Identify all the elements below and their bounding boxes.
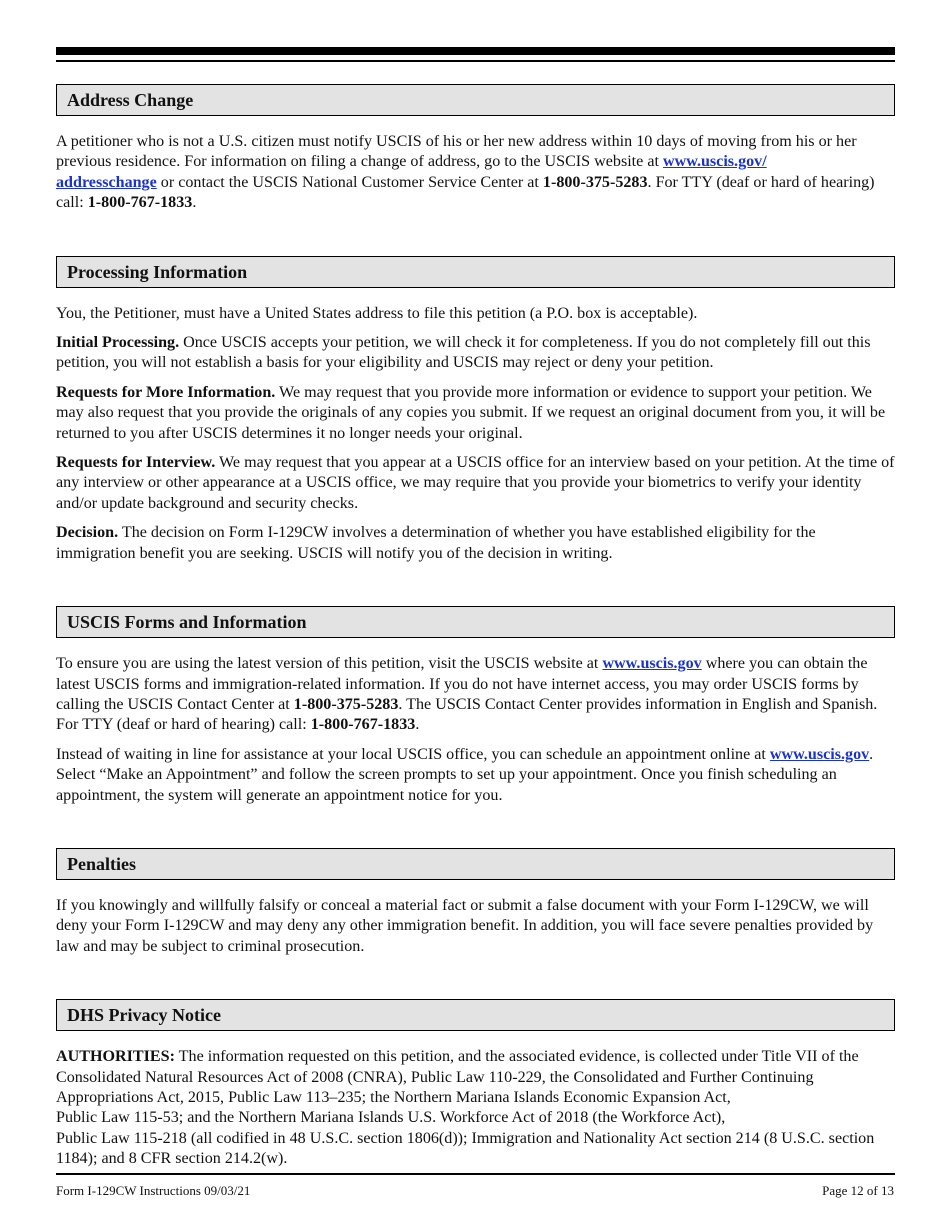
- section-header-processing: Processing Information: [56, 256, 895, 288]
- appointment-paragraph: Instead of waiting in line for assistance at your local USCIS office, you can schedule an appointment online at www.uscis.gov. Select “Make an Appointment” and follow the screen prompts to set up your appointment. Once you finish scheduling an appointment, the system will generate an appointment notice for you.: [56, 745, 874, 804]
- section-header-forms-info: USCIS Forms and Information: [56, 606, 895, 638]
- section-header-penalties: Penalties: [56, 848, 895, 880]
- requests-interview-paragraph: Requests for Interview. We may request that you appear at a USCIS office for an interview based on your petition. At the time of any interview or other appearance at a USCIS office, we may require that you provide your biometrics to verify your identity and/or update background and security checks.: [56, 454, 895, 512]
- top-rule-thick: [56, 47, 895, 55]
- section-header-privacy: DHS Privacy Notice: [56, 999, 895, 1031]
- footer-rule: [56, 1173, 895, 1175]
- footer-form-name: Form I-129CW Instructions 09/03/21: [56, 1183, 251, 1198]
- address-change-link[interactable]: www.uscis.gov/ addresschange: [56, 153, 767, 191]
- address-change-paragraph: A petitioner who is not a U.S. citizen must notify USCIS of his or her new address within 10 days of moving from his or her previous residence. For information on filing a change of address, go to the USCIS website at www.uscis.gov/ addresschange or contact the USCIS National Customer Service Center at 1-800-375-5283. For TTY (deaf or hard of hearing) call: 1-800-767-1833.: [56, 133, 875, 212]
- phone-number: 1-800-375-5283: [293, 695, 399, 713]
- penalties-paragraph: If you knowingly and willfully falsify or conceal a material fact or submit a false document with your Form I-129CW, we will deny your Form I-129CW and may deny any other immigration benefit. In addition, you will face severe penalties provided by law and may be subject to criminal prosecution.: [56, 896, 874, 955]
- uscis-website-link[interactable]: www.uscis.gov: [602, 655, 702, 673]
- decision-paragraph: Decision. The decision on Form I-129CW involves a determination of whether you have established eligibility for the immigration benefit you are seeking. USCIS will notify you of the decision in writing.: [56, 524, 816, 562]
- appointment-website-link[interactable]: www.uscis.gov: [769, 745, 870, 763]
- top-rule-thin: [56, 60, 895, 62]
- footer-page-number: Page 12 of 13: [822, 1183, 894, 1198]
- requests-more-info-paragraph: Requests for More Information. We may request that you provide more information or evidence to support your petition. We may also request that you provide the originals of any copies you submit. If we request an original document from you, it will be returned to you after USCIS determines it no longer needs your original.: [56, 383, 886, 442]
- forms-info-paragraph: To ensure you are using the latest version of this petition, visit the USCIS website at www.uscis.gov where you can obtain the latest USCIS forms and immigration-related information. If you do not have internet access, you may order USCIS forms by calling the USCIS Contact Center at 1-800-375-5283. The USCIS Contact Center provides information in English and Spanish. For TTY (deaf or hard of hearing) call: 1-800-767-1833.: [56, 655, 878, 734]
- authorities-paragraph: AUTHORITIES: The information requested on this petition, and the associated evidence, is collected under Title VII of the Consolidated Natural Resources Act of 2008 (CNRA), Public Law 110-229, the Consolidated and Further Continuing Appropriations Act, 2015, Public Law 113–235; the Northern Mariana Islands Economic Expansion Act, Public Law 115-53; and the Northern Mariana Islands U.S. Workforce Act of 2018 (the Workforce Act), Public Law 115-218 (all codified in 48 U.S.C. section 1806(d)); Immigration and Nationality Act section 214 (8 U.S.C. section 1184); and 8 CFR section 214.2(w).: [56, 1048, 875, 1168]
- initial-processing-paragraph: Initial Processing. Once USCIS accepts your petition, we will check it for completeness. If you do not completely fill out this petition, you will not establish a basis for your eligibility and USCIS may reject or deny your petition.: [56, 334, 871, 372]
- document-body: [56, 84, 895, 1170]
- phone-number: 1-800-375-5283: [542, 173, 648, 191]
- tty-number: 1-800-767-1833: [87, 194, 193, 212]
- tty-number: 1-800-767-1833: [310, 716, 416, 734]
- processing-address-paragraph: You, the Petitioner, must have a United States address to file this petition (a P.O. box is acceptable).: [56, 304, 698, 322]
- section-header-address-change: Address Change: [56, 84, 895, 116]
